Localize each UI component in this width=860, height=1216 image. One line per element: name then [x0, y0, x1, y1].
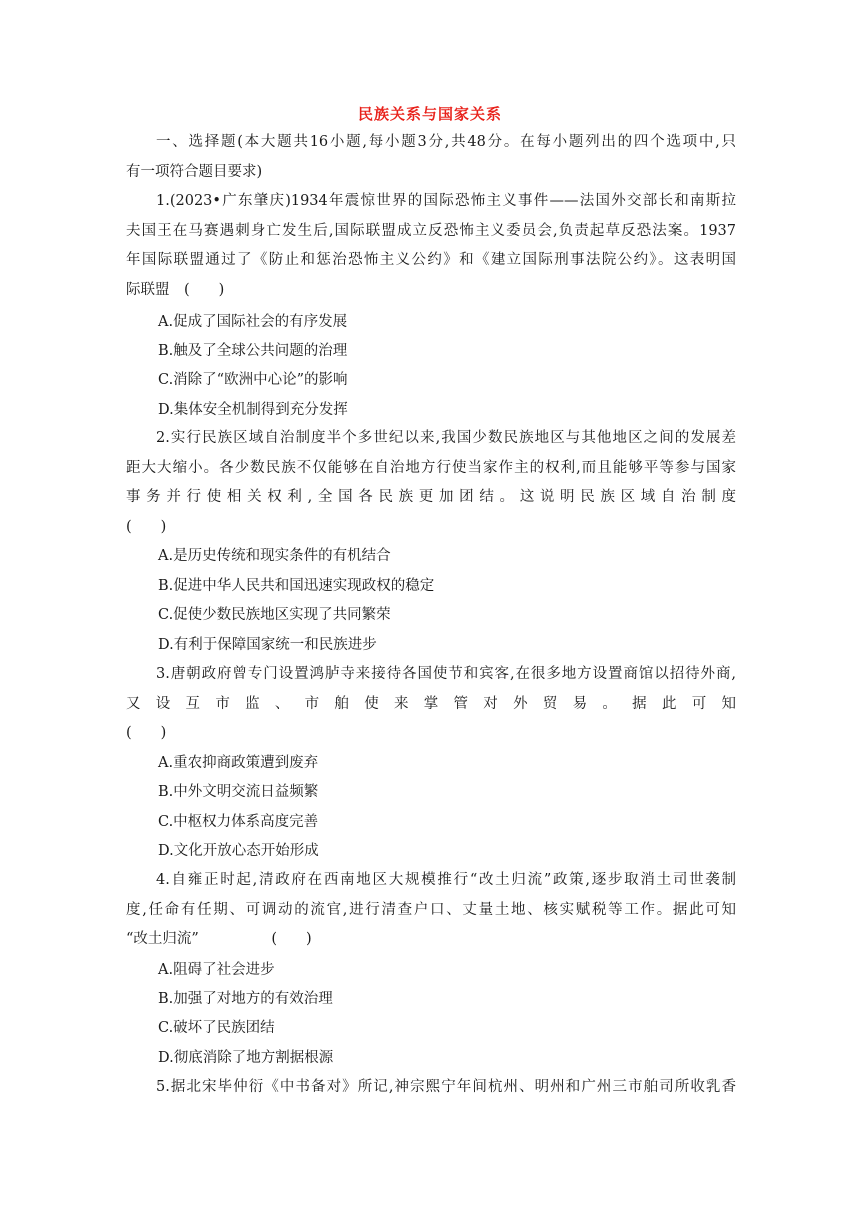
question-line: ( ): [126, 518, 167, 535]
question-stem: [126, 187, 736, 305]
question-stem: [126, 1073, 736, 1103]
answer-option: A.重农抑商政策遭到废弃: [158, 755, 319, 771]
answer-option: B.触及了全球公共问题的治理: [158, 343, 348, 359]
answer-option: A.是历史传统和现实条件的有机结合: [158, 548, 391, 564]
page-title: 民族关系与国家关系: [357, 105, 502, 123]
question-line: ( ): [126, 725, 167, 741]
question-line: 际联盟 ( ): [126, 281, 225, 298]
question-line: 5.据北宋毕仲衍《中书备对》所记,神宗熙宁年间杭州、明州和广州三市舶司所收乳香: [156, 1079, 736, 1095]
question-stem: [126, 424, 736, 542]
question-line: 度,任命有任期、可调动的流官,进行清查户口、丈量土地、核实赋税等工作。据此可知: [126, 901, 736, 918]
question-line: 4.自雍正时起,清政府在西南地区大规模推行“改土归流”政策,逐步取消土司世袭制: [156, 872, 736, 888]
answer-option: B.加强了对地方的有效治理: [158, 991, 333, 1007]
section-heading-line: 有一项符合题目要求): [126, 163, 263, 180]
answer-option: C.消除了“欧洲中心论”的影响: [158, 372, 348, 388]
question-line: 距大大缩小。各少数民族不仅能够在自治地方行使当家作主的权利,而且能够平等参与国家: [126, 459, 736, 476]
question-line: 年国际联盟通过了《防止和惩治恐怖主义公约》和《建立国际刑事法院公约》。这表明国: [126, 252, 736, 268]
answer-option: C.促使少数民族地区实现了共同繁荣: [158, 607, 391, 623]
question-line: 1.(2023•广东肇庆)1934年震惊世界的国际恐怖主义事件——法国外交部长和南斯拉: [156, 193, 736, 209]
question-stem: [126, 660, 736, 749]
question-line: 又设互市监、市舶使来掌管对外贸易。据此可知: [126, 695, 736, 712]
question-line: 3.唐朝政府曾专门设置鸿胪寺来接待各国使节和宾客,在很多地方设置商馆以招待外商,: [156, 666, 736, 682]
answer-option: B.中外文明交流日益频繁: [158, 784, 319, 800]
answer-option: C.中枢权力体系高度完善: [158, 814, 319, 830]
section-heading-line: 一、选择题(本大题共16小题,每小题3分,共48分。在每小题列出的四个选项中,只: [156, 134, 736, 150]
answer-option: D.集体安全机制得到充分发挥: [158, 402, 348, 418]
section-heading: [126, 128, 736, 187]
question-line: “改土归流” ( ): [126, 931, 312, 947]
answer-option: D.彻底消除了地方割据根源: [158, 1050, 334, 1066]
question-stem: [126, 866, 736, 955]
answer-option: A.阻碍了社会进步: [158, 962, 275, 978]
answer-option: C.破坏了民族团结: [158, 1020, 275, 1036]
answer-option: D.有利于保障国家统一和民族进步: [158, 637, 377, 653]
question-line: 2.实行民族区域自治制度半个多世纪以来,我国少数民族地区与其他地区之间的发展差: [156, 430, 736, 446]
answer-option: D.文化开放心态开始形成: [158, 843, 319, 859]
answer-option: A.促成了国际社会的有序发展: [158, 314, 348, 330]
question-line: 夫国王在马赛遇刺身亡发生后,国际联盟成立反恐怖主义委员会,负责起草反恐法案。1937: [126, 222, 736, 239]
question-line: 事务并行使相关权利,全国各民族更加团结。这说明民族区域自治制度: [126, 489, 736, 505]
answer-option: B.促进中华人民共和国迅速实现政权的稳定: [158, 578, 435, 594]
